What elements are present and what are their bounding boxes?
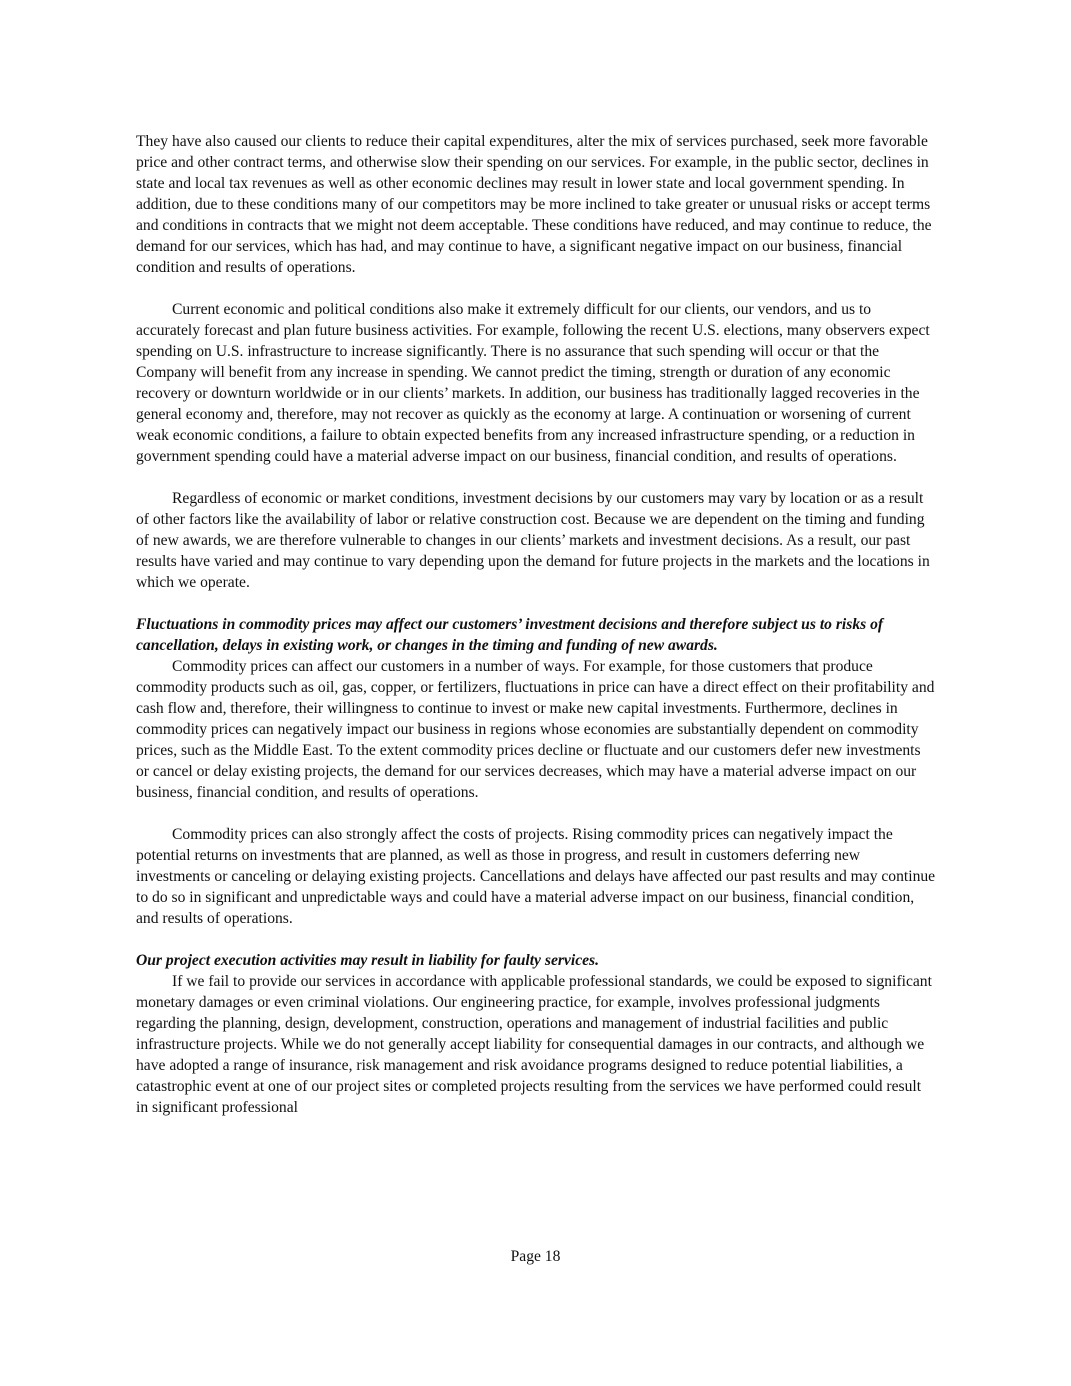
paragraph: If we fail to provide our services in accordance with applicable professional standards, we could be exposed to significant monetary damages or even criminal violations. Our engineering practice, for example, involves professional judgments regarding the planning, design, development, construction, operations and management of industrial facilities and public infrastructure projects. While we do not generally accept liability for consequential damages in our contracts, and although we have adopted a range of insurance, risk management and risk avoidance programs designed to reduce potential liabilities, a catastrophic event at one of our project sites or completed projects resulting from the services we have performed could result in significant professional	[136, 973, 932, 1116]
document-body	[136, 131, 936, 1118]
paragraph: Current economic and political conditions also make it extremely difficult for our clients, our vendors, and us to accurately forecast and plan future business activities. For example, following the recent U.S. elections, many observers expect spending on U.S. infrastructure to increase significantly. There is no assurance that such spending will occur or that the Company will benefit from any increase in spending. We cannot predict the timing, strength or duration of any economic recovery or downturn worldwide or in our clients’ markets. In addition, our business has traditionally lagged recoveries in the general economy and, therefore, may not recover as quickly as the economy at large. A continuation or worsening of current weak economic conditions, a failure to obtain expected benefits from any increased infrastructure spending, or a reduction in government spending could have a material adverse impact on our business, financial condition, and results of operations.	[136, 301, 930, 465]
paragraph: Commodity prices can also strongly affect the costs of projects. Rising commodity prices can negatively impact the potential returns on investments that are planned, as well as those in progress, and result in customers deferring new investments or canceling or delaying existing projects. Cancellations and delays have affected our past results and may continue to do so in significant and unpredictable ways and could have a material adverse impact on our business, financial condition, and results of operations.	[136, 826, 936, 927]
paragraph: Regardless of economic or market conditions, investment decisions by our customers may vary by location or as a result of other factors like the availability of labor or relative construction cost. Because we are dependent on the timing and funding of new awards, we are therefore vulnerable to changes in our clients’ markets and investment decisions. As a result, our past results have varied and may continue to vary depending upon the demand for future projects in the markets and the locations in which we operate.	[136, 490, 930, 591]
paragraph: They have also caused our clients to reduce their capital expenditures, alter the mix of services purchased, seek more favorable price and other contract terms, and otherwise slow their spending on our services. For example, in the public sector, declines in state and local tax revenues as well as other economic declines may result in lower state and local government spending. In addition, due to these conditions many of our competitors may be more inclined to take greater or unusual risks or accept terms and conditions in contracts that we might not deem acceptable. These conditions have reduced, and may continue to reduce, the demand for our services, which has had, and may continue to have, a significant negative impact on our business, financial condition and results of operations.	[136, 133, 932, 276]
section-heading: Fluctuations in commodity prices may affect our customers’ investment decisions and therefore subject us to risks of cancellation, delays in existing work, or changes in the timing and funding of new awards.	[136, 616, 884, 654]
page-number: Page 18	[510, 1248, 561, 1265]
paragraph: Commodity prices can affect our customers in a number of ways. For example, for those customers that produce commodity products such as oil, gas, copper, or fertilizers, fluctuations in price can have a direct effect on their profitability and cash flow and, therefore, their willingness to continue to invest or make new capital investments. Furthermore, declines in commodity prices can negatively impact our business in regions whose economies are substantially dependent on commodity prices, such as the Middle East. To the extent commodity prices decline or fluctuate and our customers defer new investments or cancel or delay existing projects, the demand for our services decreases, which may have a material adverse impact on our business, financial condition, and results of operations.	[136, 658, 935, 801]
section-heading: Our project execution activities may result in liability for faulty services.	[136, 952, 600, 969]
